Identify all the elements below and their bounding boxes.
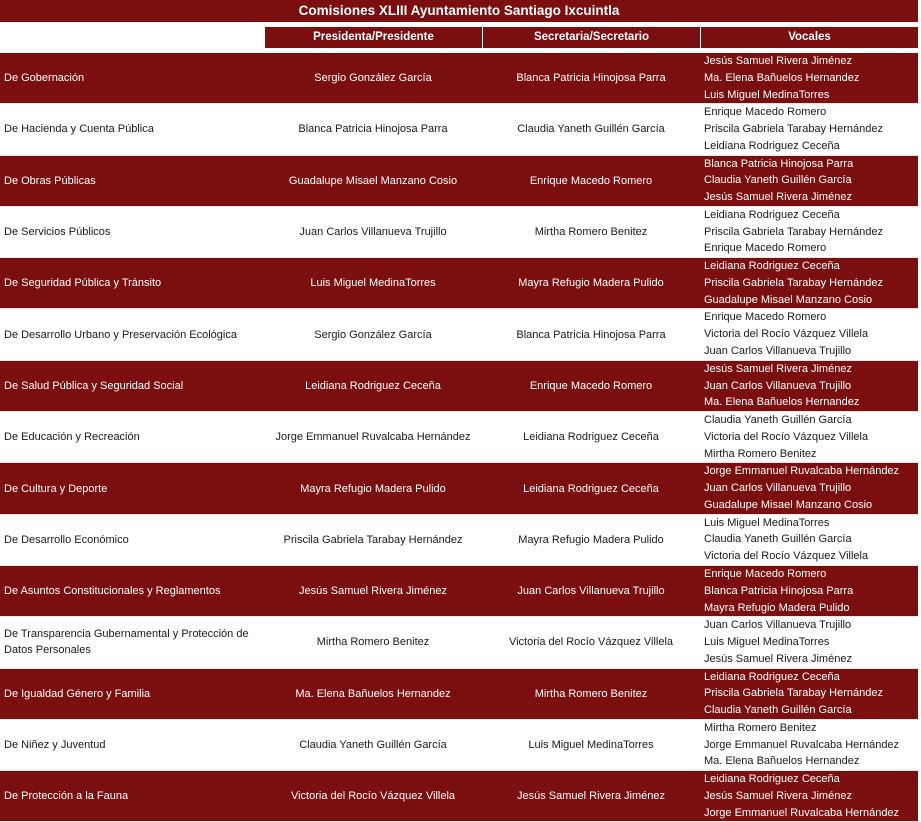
vocales-cell bbox=[700, 156, 918, 206]
vocal-name: Priscila Gabriela Tarabay Hernández bbox=[704, 123, 883, 136]
vocales-cell bbox=[700, 720, 918, 770]
table-row bbox=[0, 617, 918, 668]
table-row bbox=[0, 771, 918, 822]
presidente-cell: Juan Carlos Villanueva Trujillo bbox=[299, 226, 447, 239]
vocal-name: Ma. Elena Bañuelos Hernandez bbox=[704, 755, 860, 768]
vocal-name: Priscila Gabriela Tarabay Hernández bbox=[704, 276, 883, 289]
vocal-name: Leidiana Rodriguez Ceceña bbox=[704, 139, 840, 152]
vocal-name: Jesús Samuel Rivera Jiménez bbox=[704, 54, 852, 67]
secretario-cell: Blanca Patricia Hinojosa Parra bbox=[516, 72, 666, 85]
commission-name: De Niñez y Juventud bbox=[4, 739, 106, 751]
vocales-cell bbox=[700, 669, 918, 719]
vocal-name: Leidiana Rodriguez Ceceña bbox=[704, 773, 840, 786]
table-row bbox=[0, 104, 918, 155]
secretario-cell: Enrique Macedo Romero bbox=[529, 174, 653, 187]
vocal-name: Priscila Gabriela Tarabay Hernández bbox=[704, 687, 883, 700]
vocal-name: Luis Miguel MedinaTorres bbox=[704, 516, 830, 529]
vocales-cell bbox=[700, 771, 918, 821]
presidente-cell: Jorge Emmanuel Ruvalcaba Hernández bbox=[275, 431, 471, 444]
vocal-name: Blanca Patricia Hinojosa Parra bbox=[704, 584, 854, 597]
commission-name: De Educación y Recreación bbox=[4, 431, 140, 444]
vocal-name: Enrique Macedo Romero bbox=[704, 106, 827, 119]
commission-name: De Seguridad Pública y Tránsito bbox=[4, 277, 162, 290]
vocal-name: Jesús Samuel Rivera Jiménez bbox=[704, 362, 852, 375]
vocal-name: Ma. Elena Bañuelos Hernandez bbox=[704, 396, 860, 409]
secretario-cell: Mayra Refugio Madera Pulido bbox=[518, 533, 664, 546]
table-row bbox=[0, 566, 918, 617]
vocales-cell bbox=[700, 412, 918, 462]
vocal-name: Jesús Samuel Rivera Jiménez bbox=[704, 652, 852, 665]
commission-name: De Obras Públicas bbox=[4, 174, 96, 187]
presidente-cell: Luis Miguel MedinaTorres bbox=[310, 277, 436, 290]
commission-name: De Desarrollo Económico bbox=[4, 533, 129, 546]
commission-name: De Transparencia Gubernamental y Protección de Datos Personales bbox=[4, 628, 249, 657]
secretario-cell: Enrique Macedo Romero bbox=[529, 379, 653, 392]
secretario-cell: Mirtha Romero Benitez bbox=[534, 226, 648, 239]
vocal-name: Mirtha Romero Benitez bbox=[704, 721, 817, 734]
vocal-name: Enrique Macedo Romero bbox=[704, 567, 827, 580]
vocal-name: Jorge Emmanuel Ruvalcaba Hernández bbox=[704, 465, 900, 478]
commission-name: De Servicios Públicos bbox=[4, 226, 111, 239]
secretario-cell: Leidiana Rodriguez Ceceña bbox=[523, 431, 659, 444]
table-row bbox=[0, 515, 918, 566]
vocal-name: Claudia Yaneth Guillén García bbox=[704, 414, 852, 427]
presidente-cell: Mayra Refugio Madera Pulido bbox=[300, 482, 446, 495]
header-vocales: Vocales bbox=[700, 27, 918, 48]
vocal-name: Leidiana Rodriguez Ceceña bbox=[704, 670, 840, 683]
vocal-name: Leidiana Rodriguez Ceceña bbox=[704, 208, 840, 221]
vocal-name: Victoria del Rocío Vázquez Villela bbox=[704, 430, 869, 443]
column-header-row bbox=[0, 27, 918, 48]
secretario-cell: Mirtha Romero Benitez bbox=[534, 687, 648, 700]
vocal-name: Luis Miguel MedinaTorres bbox=[704, 88, 830, 101]
vocal-name: Leidiana Rodriguez Ceceña bbox=[704, 260, 840, 273]
secretario-cell: Victoria del Rocío Vázquez Villela bbox=[508, 636, 674, 649]
secretario-cell: Claudia Yaneth Guillén García bbox=[517, 123, 665, 136]
table-row bbox=[0, 412, 918, 463]
table-row bbox=[0, 309, 918, 360]
commission-name: De Igualdad Género y Familia bbox=[4, 687, 151, 700]
vocal-name: Victoria del Rocío Vázquez Villela bbox=[704, 550, 869, 563]
table-row bbox=[0, 53, 918, 104]
table-row bbox=[0, 361, 918, 412]
vocal-name: Enrique Macedo Romero bbox=[704, 311, 827, 324]
table-row bbox=[0, 207, 918, 258]
vocal-name: Juan Carlos Villanueva Trujillo bbox=[704, 619, 852, 632]
header-secretario: Secretaria/Secretario bbox=[482, 27, 700, 48]
presidente-cell: Ma. Elena Bañuelos Hernandez bbox=[295, 687, 451, 700]
vocales-cell bbox=[700, 463, 918, 513]
presidente-cell: Leidiana Rodriguez Ceceña bbox=[305, 379, 441, 392]
vocales-cell bbox=[700, 53, 918, 103]
vocales-cell bbox=[700, 309, 918, 359]
vocal-name: Jorge Emmanuel Ruvalcaba Hernández bbox=[704, 806, 900, 819]
secretario-cell: Luis Miguel MedinaTorres bbox=[528, 739, 654, 751]
vocal-name: Mayra Refugio Madera Pulido bbox=[704, 601, 850, 614]
vocal-name: Enrique Macedo Romero bbox=[704, 242, 827, 255]
table-row bbox=[0, 258, 918, 309]
presidente-cell: Sergio González García bbox=[314, 328, 432, 341]
vocal-name: Ma. Elena Bañuelos Hernandez bbox=[704, 71, 860, 84]
vocales-cell bbox=[700, 361, 918, 411]
presidente-cell: Claudia Yaneth Guillén García bbox=[299, 739, 447, 751]
vocal-name: Juan Carlos Villanueva Trujillo bbox=[704, 345, 852, 358]
header-presidente: Presidenta/Presidente bbox=[264, 27, 482, 48]
commission-name: De Desarrollo Urbano y Preservación Ecológica bbox=[4, 328, 237, 341]
vocal-name: Jorge Emmanuel Ruvalcaba Hernández bbox=[704, 738, 900, 751]
vocal-name: Juan Carlos Villanueva Trujillo bbox=[704, 482, 852, 495]
presidente-cell: Guadalupe Misael Manzano Cosio bbox=[288, 174, 458, 187]
secretario-cell: Mayra Refugio Madera Pulido bbox=[518, 277, 664, 290]
commission-name: De Asuntos Constitucionales y Reglamentos bbox=[4, 585, 221, 598]
vocal-name: Guadalupe Misael Manzano Cosio bbox=[704, 293, 873, 306]
vocal-name: Luis Miguel MedinaTorres bbox=[704, 636, 830, 649]
vocal-name: Mirtha Romero Benitez bbox=[704, 447, 817, 460]
vocales-cell bbox=[700, 104, 918, 154]
vocal-name: Jesús Samuel Rivera Jiménez bbox=[704, 789, 852, 802]
secretario-cell: Jesús Samuel Rivera Jiménez bbox=[517, 790, 665, 803]
vocal-name: Guadalupe Misael Manzano Cosio bbox=[704, 498, 873, 511]
commission-name: De Gobernación bbox=[4, 72, 85, 85]
vocal-name: Blanca Patricia Hinojosa Parra bbox=[704, 157, 854, 170]
commission-name: De Protección a la Fauna bbox=[4, 790, 129, 803]
secretario-cell: Leidiana Rodriguez Ceceña bbox=[523, 482, 659, 495]
table-row bbox=[0, 156, 918, 207]
vocal-name: Claudia Yaneth Guillén García bbox=[704, 533, 852, 546]
sheet-title: Comisiones XLIII Ayuntamiento Santiago Ixcuintla bbox=[0, 0, 918, 23]
commissions-table-body bbox=[0, 53, 918, 822]
table-row bbox=[0, 669, 918, 720]
vocales-cell bbox=[700, 258, 918, 308]
presidente-cell: Blanca Patricia Hinojosa Parra bbox=[298, 123, 448, 136]
commission-name: De Hacienda y Cuenta Pública bbox=[4, 123, 154, 136]
presidente-cell: Mirtha Romero Benitez bbox=[316, 636, 430, 649]
vocal-name: Juan Carlos Villanueva Trujillo bbox=[704, 379, 852, 392]
vocal-name: Claudia Yaneth Guillén García bbox=[704, 174, 852, 187]
presidente-cell: Victoria del Rocío Vázquez Villela bbox=[290, 790, 456, 803]
table-row bbox=[0, 463, 918, 514]
presidente-cell: Priscila Gabriela Tarabay Hernández bbox=[283, 533, 463, 546]
commission-name: De Cultura y Deporte bbox=[4, 482, 108, 495]
secretario-cell: Blanca Patricia Hinojosa Parra bbox=[516, 328, 666, 341]
table-row bbox=[0, 720, 918, 771]
presidente-cell: Jesús Samuel Rivera Jiménez bbox=[299, 585, 447, 598]
vocal-name: Priscila Gabriela Tarabay Hernández bbox=[704, 225, 883, 238]
vocales-cell bbox=[700, 207, 918, 257]
vocales-cell bbox=[700, 617, 918, 667]
presidente-cell: Sergio González García bbox=[314, 72, 432, 85]
secretario-cell: Juan Carlos Villanueva Trujillo bbox=[517, 585, 665, 598]
vocales-cell bbox=[700, 515, 918, 565]
header-blank-cell bbox=[0, 27, 264, 48]
vocal-name: Claudia Yaneth Guillén García bbox=[704, 704, 852, 717]
vocal-name: Jesús Samuel Rivera Jiménez bbox=[704, 191, 852, 204]
vocales-cell bbox=[700, 566, 918, 616]
commission-name: De Salud Pública y Seguridad Social bbox=[4, 379, 184, 392]
vocal-name: Victoria del Rocío Vázquez Villela bbox=[704, 328, 869, 341]
